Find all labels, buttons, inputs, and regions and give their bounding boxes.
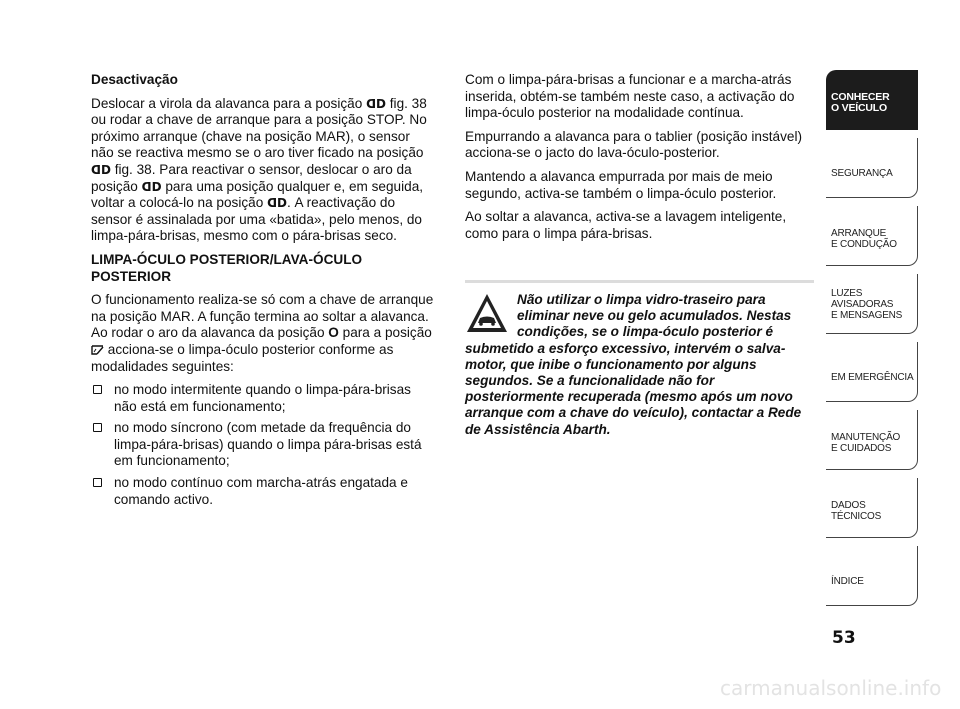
- rear-wiper-paragraph: O funcionamento realiza-se só com a chave de arranque na posição MAR. A função termina ao soltar a alavanca. Ao rodar o aro da alavanca da posição O para a posição acciona-se o limpa-óculo posterior conforme as modalidades seguintes:: [91, 292, 434, 374]
- auto-position-symbol: ᗡᗞ: [141, 179, 162, 194]
- warning-triangle-car-icon: [465, 292, 509, 334]
- checkbox-bullet-icon: [93, 478, 102, 487]
- section-title-rear-wiper: LIMPA-ÓCULO POSTERIOR/LAVA-ÓCULO POSTERIOR: [91, 251, 363, 284]
- section-title-deactivation: Desactivação: [91, 72, 178, 87]
- left-column: [91, 72, 436, 513]
- page-number: 53: [832, 628, 856, 648]
- checkbox-bullet-icon: [93, 385, 102, 394]
- tab-arranque-e-conducao[interactable]: ARRANQUE E CONDUÇÃO: [826, 206, 918, 266]
- paragraph: Mantendo a alavanca empurrada por mais de meio segundo, activa-se também o limpa-óculo posterior.: [465, 168, 777, 201]
- paragraph: Com o limpa-pára-brisas a funcionar e a marcha-atrás inserida, obtém-se também neste caso, a activação do limpa-óculo posterior na modalidade contínua.: [465, 72, 795, 121]
- auto-position-symbol: ᗡᗞ: [91, 162, 111, 177]
- tab-em-emergencia[interactable]: EM EMERGÊNCIA: [826, 342, 918, 402]
- list-item: no modo contínuo com marcha-atrás engatada e comando activo.: [91, 475, 436, 508]
- right-column: [465, 72, 810, 249]
- auto-position-symbol: ᗡᗞ: [267, 196, 287, 211]
- checkbox-bullet-icon: [93, 423, 102, 432]
- section-divider: [465, 280, 814, 283]
- list-item: no modo intermitente quando o limpa-pára-brisas não está em funcionamento;: [91, 382, 436, 415]
- paragraph: Ao soltar a alavanca, activa-se a lavagem inteligente, como para o limpa pára-brisas.: [465, 209, 787, 241]
- tab-manutencao-e-cuidados[interactable]: MANUTENÇÃO E CUIDADOS: [826, 410, 918, 470]
- rear-wiper-modes-list: [91, 382, 436, 508]
- warning-box: [465, 292, 815, 438]
- list-item: no modo síncrono (com metade da frequência do limpa-pára-brisas) quando o limpa pára-brisas está em funcionamento;: [91, 420, 436, 470]
- watermark: carmanualsonline.info: [720, 676, 942, 700]
- deactivation-paragraph: Deslocar a virola da alavanca para a posição ᗡᗞ fig. 38 ou rodar a chave de arranque para a posição STOP. No próximo arranque (chave na posição MAR), o sensor não se reactiva mesmo se o aro tiver ficado na posição ᗡᗞ fig. 38. Para reactivar o sensor, deslocar o aro da posição ᗡᗞ para uma posição qualquer e, em seguida, voltar a colocá-lo na posição ᗡᗞ. A reactivação do sensor é assinalada por uma «batida», pelo menos, do limpa-pára-brisas, mesmo com o pára-brisas seco.: [91, 95, 427, 244]
- rear-wiper-icon: [91, 344, 104, 356]
- tab-indice[interactable]: ÍNDICE: [826, 546, 918, 606]
- tab-conhecer-o-veiculo[interactable]: CONHECER O VEÍCULO: [826, 70, 918, 130]
- warning-text: Não utilizar o limpa vidro-traseiro para eliminar neve ou gelo acumulados. Nestas condições, se o limpa-óculo posterior é submetido a esforço excessivo, intervém o salva-motor, que inibe o funcionamento por alguns segundos. Se a funcionalidade não for posteriormente recuperada (mesmo após um novo arranque com a chave do veículo), contactar a Rede de Assistência Abarth.: [465, 292, 802, 437]
- off-position-symbol: O: [328, 325, 339, 341]
- tab-seguranca[interactable]: SEGURANÇA: [826, 138, 918, 198]
- auto-position-symbol: ᗡᗞ: [366, 96, 386, 111]
- paragraph: Empurrando a alavanca para o tablier (posição instável) acciona-se o jacto do lava-óculo-posterior.: [465, 128, 803, 161]
- tab-luzes-avisadoras[interactable]: LUZES AVISADORAS E MENSAGENS: [826, 274, 918, 334]
- chapter-sidebar: [826, 70, 918, 614]
- tab-dados-tecnicos[interactable]: DADOS TÉCNICOS: [826, 478, 918, 538]
